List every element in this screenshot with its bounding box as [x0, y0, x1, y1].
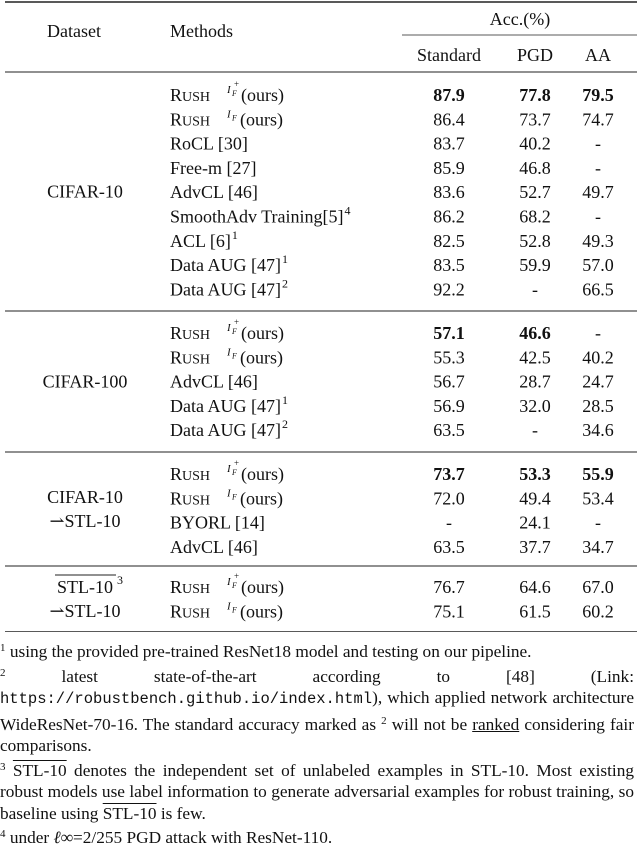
- cell-pgd: 28.7: [519, 371, 551, 392]
- cell-pgd: 68.2: [519, 206, 551, 227]
- table-row: [170, 134, 601, 154]
- cell-pgd: 77.8: [519, 85, 551, 105]
- method-name: AdvCL [46]: [170, 182, 258, 203]
- cell-aa: 57.0: [582, 255, 614, 276]
- cell-pgd: 61.5: [519, 601, 551, 622]
- dataset-label-3-1: ⇀STL-10: [49, 601, 121, 621]
- cell-aa: -: [595, 323, 601, 343]
- footnote-2-text-d: considering fair comparisons.: [0, 714, 634, 755]
- table-row: [170, 393, 614, 416]
- dataset-label-1-0: CIFAR-100: [42, 371, 128, 392]
- table-body: [43, 79, 614, 622]
- method-sup-i: I: [227, 463, 231, 475]
- method-suffix: (ours): [240, 347, 283, 368]
- cell-standard: 76.7: [433, 577, 465, 597]
- cell-aa: 49.3: [582, 230, 614, 251]
- cell-pgd: 46.6: [519, 323, 551, 343]
- cell-pgd: -: [532, 420, 538, 441]
- table-row: [170, 158, 601, 178]
- cell-aa: 34.7: [582, 536, 614, 557]
- method-sub-f: F: [232, 605, 237, 615]
- cell-standard: 72.0: [433, 488, 465, 509]
- method-sup-plus: +: [234, 458, 240, 468]
- method-sup-i: I: [227, 322, 231, 334]
- dataset-label-2-1: ⇀STL-10: [49, 511, 121, 531]
- footnote-3-text-a: denotes the independent set of unlabeled examples in STL-10. Most existing robust models use label information to generate adversarial examples for robust training, so baseline using: [0, 760, 634, 823]
- cell-aa: 74.7: [582, 109, 614, 130]
- cell-standard: 57.1: [433, 323, 465, 343]
- footnote-2-text-c: will not be: [391, 714, 468, 734]
- footnote-3-marker: 3: [0, 760, 6, 773]
- method-sub-f: F: [232, 89, 237, 98]
- table-row: [170, 417, 614, 440]
- cell-pgd: 40.2: [519, 133, 551, 154]
- method-name: Free-m [27]: [170, 157, 257, 178]
- header-col-aa: AA: [585, 45, 611, 65]
- cell-aa: 49.7: [582, 182, 614, 203]
- method-name: RUSH: [170, 577, 211, 597]
- method-suffix: (ours): [240, 109, 283, 130]
- footnote-2-text-a: latest state-of-the-art according to [48] (Link:: [61, 666, 634, 686]
- dataset-label-3-0: STL-10: [57, 577, 113, 597]
- table-row: [170, 487, 614, 509]
- method-footnote-mark: 4: [344, 203, 351, 218]
- method-name: RUSH: [170, 347, 211, 368]
- method-name: Data AUG [47]: [170, 395, 281, 416]
- dataset-label-2-0: CIFAR-10: [47, 487, 123, 507]
- cell-aa: -: [595, 512, 601, 533]
- cell-standard: 63.5: [433, 536, 465, 557]
- footnote-2-inline-mark: 2: [381, 714, 387, 727]
- cell-standard: 63.5: [433, 420, 465, 441]
- cell-aa: 53.4: [582, 488, 614, 509]
- method-name: ACL [6]: [170, 230, 231, 251]
- header-acc: Acc.(%): [489, 9, 551, 29]
- method-sup-i: I: [227, 108, 231, 121]
- method-name: AdvCL [46]: [170, 536, 258, 557]
- cell-pgd: 49.4: [519, 488, 551, 509]
- footnote-4-text-a: under: [9, 828, 50, 847]
- footnote-2-text-b: ), which applied network architecture WideResNet-70-16. The standard accuracy marked as: [0, 688, 634, 734]
- cell-standard: 55.3: [433, 347, 465, 368]
- cell-aa: 60.2: [582, 601, 614, 622]
- method-name: Data AUG [47]: [170, 420, 281, 441]
- cell-aa: 66.5: [582, 279, 614, 300]
- cell-standard: 87.9: [433, 85, 465, 105]
- footnotes: [0, 638, 634, 849]
- cell-pgd: 73.7: [519, 109, 551, 130]
- footnote-4-math: ℓ∞: [53, 828, 74, 847]
- cell-pgd: 52.8: [519, 230, 551, 251]
- cell-aa: 24.7: [582, 371, 614, 392]
- cell-aa: 55.9: [582, 464, 614, 484]
- cell-standard: 83.6: [433, 182, 465, 203]
- cell-standard: 85.9: [433, 157, 465, 178]
- method-suffix: (ours): [241, 85, 284, 105]
- cell-standard: 86.4: [433, 109, 465, 130]
- cell-aa: 79.5: [582, 85, 614, 105]
- method-sup-i: I: [227, 487, 231, 500]
- method-sub-f: F: [232, 327, 237, 336]
- footnote-3: [0, 757, 634, 825]
- cell-standard: 92.2: [433, 279, 465, 300]
- cell-pgd: 64.6: [519, 577, 551, 597]
- cell-aa: -: [595, 133, 601, 154]
- header-col-pgd: PGD: [516, 45, 554, 65]
- table-row: [170, 317, 601, 344]
- cell-standard: -: [446, 512, 452, 533]
- table-row: [170, 372, 614, 392]
- cell-standard: 86.2: [433, 206, 465, 227]
- cell-pgd: 52.7: [519, 182, 551, 203]
- cell-aa: 40.2: [582, 347, 614, 368]
- cell-aa: -: [595, 157, 601, 178]
- method-name: RUSH: [170, 464, 211, 484]
- method-sub-f: F: [232, 351, 237, 361]
- cell-pgd: 53.3: [519, 464, 551, 484]
- cell-pgd: 24.1: [519, 512, 551, 533]
- table-row: [170, 513, 601, 533]
- table-row: [170, 458, 614, 485]
- method-name: RUSH: [170, 323, 211, 343]
- footnote-3-text-b: is few.: [160, 803, 206, 823]
- footnote-2-marker: 2: [0, 666, 6, 679]
- method-name: Data AUG [47]: [170, 255, 281, 276]
- footnote-2: [0, 663, 634, 757]
- cell-standard: 73.7: [433, 464, 465, 484]
- footnote-2-ranked: ranked: [472, 714, 520, 734]
- table-row: [170, 108, 614, 130]
- cell-pgd: 59.9: [519, 255, 551, 276]
- method-sub-f: F: [232, 468, 237, 477]
- method-suffix: (ours): [240, 601, 283, 622]
- method-sup-plus: +: [234, 79, 240, 89]
- table-row: [170, 204, 601, 227]
- results-table: [5, 0, 637, 632]
- cell-standard: 56.7: [433, 371, 465, 392]
- cell-standard: 82.5: [433, 230, 465, 251]
- cell-standard: 83.5: [433, 255, 465, 276]
- table-row: [170, 571, 614, 598]
- method-sub-f: F: [232, 113, 237, 123]
- robustbench-link[interactable]: https://robustbench.github.io/index.html: [0, 690, 373, 708]
- cell-aa: -: [595, 206, 601, 227]
- cell-standard: 75.1: [433, 601, 465, 622]
- cell-pgd: 42.5: [519, 347, 551, 368]
- method-sub-f: F: [232, 492, 237, 502]
- method-name: RUSH: [170, 109, 211, 130]
- method-sup-i: I: [227, 576, 231, 588]
- footnote-3-stl: STL-10: [12, 760, 67, 780]
- cell-pgd: 32.0: [519, 395, 551, 416]
- method-footnote-mark: 1: [281, 252, 288, 267]
- method-footnote-mark: 2: [281, 417, 288, 432]
- table-row: [170, 346, 614, 368]
- header-col-standard: Standard: [417, 45, 481, 65]
- table-header: [47, 9, 611, 65]
- method-name: SmoothAdv Training[5]: [170, 206, 344, 227]
- table-row: [170, 600, 614, 622]
- method-suffix: (ours): [240, 488, 283, 509]
- table-row: [170, 252, 614, 275]
- method-footnote-mark: 1: [231, 227, 238, 242]
- table-row: [170, 228, 614, 251]
- table-row: [170, 79, 614, 106]
- footnote-3-stl-2: STL-10: [102, 803, 157, 823]
- table-row: [170, 537, 614, 557]
- method-footnote-mark: 1: [281, 392, 288, 407]
- dataset-label-0-0: CIFAR-10: [47, 181, 123, 202]
- method-suffix: (ours): [241, 464, 284, 484]
- method-footnote-mark: 2: [281, 276, 288, 291]
- table-row: [170, 276, 614, 299]
- cell-standard: 83.7: [433, 133, 465, 154]
- footnote-4-marker: 4: [0, 828, 6, 840]
- footnote-4-text-b: =2/255 PGD attack with ResNet-110.: [73, 828, 333, 847]
- cell-standard: 56.9: [433, 395, 465, 416]
- cell-pgd: 46.8: [519, 157, 551, 178]
- footnote-1-text: using the provided pre-trained ResNet18 model and testing on our pipeline.: [9, 642, 532, 661]
- method-name: AdvCL [46]: [170, 371, 258, 392]
- method-name: RUSH: [170, 488, 211, 509]
- table-row: [170, 182, 614, 202]
- method-name: RUSH: [170, 601, 211, 622]
- cell-aa: 67.0: [582, 577, 614, 597]
- footnote-1: [0, 638, 634, 663]
- header-methods: Methods: [170, 21, 233, 41]
- header-dataset: Dataset: [47, 21, 101, 41]
- footnote-4: [0, 824, 634, 849]
- method-sup-plus: +: [234, 571, 240, 581]
- method-name: RoCL [30]: [170, 133, 248, 154]
- cell-aa: 28.5: [582, 395, 614, 416]
- method-sup-i: I: [227, 600, 231, 613]
- dataset-sup-3: 3: [117, 573, 123, 587]
- method-name: Data AUG [47]: [170, 279, 281, 300]
- method-suffix: (ours): [241, 577, 284, 597]
- method-suffix: (ours): [241, 323, 284, 343]
- cell-aa: 34.6: [582, 420, 614, 441]
- method-name: RUSH: [170, 85, 211, 105]
- cell-pgd: -: [532, 279, 538, 300]
- method-sup-plus: +: [234, 317, 240, 327]
- method-sup-i: I: [227, 84, 231, 96]
- footnote-1-marker: 1: [0, 642, 6, 654]
- method-sub-f: F: [232, 581, 237, 590]
- cell-pgd: 37.7: [519, 536, 551, 557]
- method-name: BYORL [14]: [170, 512, 265, 533]
- method-sup-i: I: [227, 346, 231, 359]
